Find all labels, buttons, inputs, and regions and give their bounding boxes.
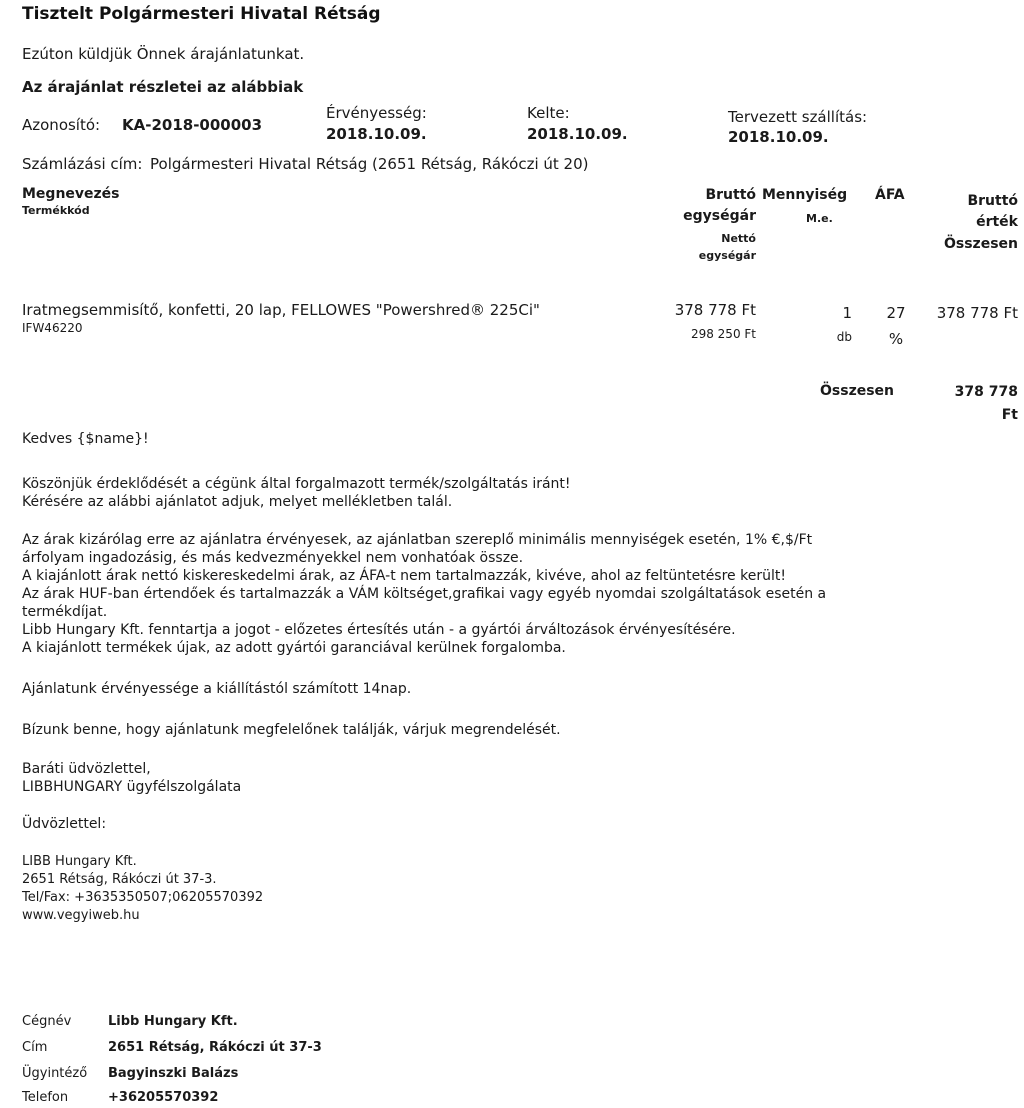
item-net-unit-price: 298 250 Ft <box>690 327 756 341</box>
message-line: A kiajánlott árak nettó kiskereskedelmi árak, az ÁFA-t nem tartalmazzák, kivéve, ahol az feltüntetésre került! <box>22 568 786 584</box>
delivery-label: Tervezett szállítás: <box>728 108 868 126</box>
validity-label: Érvényesség: <box>326 104 427 122</box>
footer-label-phone: Telefon <box>22 1090 69 1105</box>
message-line: termékdíjat. <box>22 604 108 620</box>
closing-line: Üdvözlettel: <box>22 816 107 832</box>
item-vat: 27 <box>886 304 906 322</box>
footer-label-contact: Ügyintéző <box>22 1066 88 1081</box>
footer-value-phone: +36205570392 <box>108 1090 219 1105</box>
billing-label: Számlázási cím: <box>22 155 143 173</box>
message-line: Libb Hungary Kft. fenntartja a jogot - előzetes értesítés után - a gyártói árváltozások érvényesítésére. <box>22 622 736 638</box>
company-website: www.vegyiweb.hu <box>22 908 140 923</box>
sum-label: Összesen <box>820 383 895 399</box>
message-line: árfolyam ingadozásig, és más kedvezményekkel nem vonhatóak össze. <box>22 550 524 566</box>
closing-note: Bízunk benne, hogy ajánlatunk megfelelőnek találják, várjuk megrendelését. <box>22 722 561 738</box>
validity-note: Ajánlatunk érvényessége a kiállítástól számított 14nap. <box>22 681 412 697</box>
date-label: Kelte: <box>527 104 570 122</box>
closing-line: LIBBHUNGARY ügyfélszolgálata <box>22 779 242 795</box>
col-header-quantity: Mennyiség <box>762 187 848 203</box>
company-line: Tel/Fax: +3635350507;06205570392 <box>22 890 264 905</box>
sum-value-currency: Ft <box>1001 407 1018 423</box>
details-heading: Az árajánlat részletei az alábbiak <box>22 78 304 96</box>
intro-text: Ezúton küldjük Önnek árajánlatunkat. <box>22 45 305 63</box>
item-quantity: 1 <box>842 304 852 322</box>
item-vat-unit: % <box>888 330 904 348</box>
company-line: LIBB Hungary Kft. <box>22 854 137 869</box>
item-unit: db <box>836 330 852 344</box>
message-line: Az árak kizárólag erre az ajánlatra érvényesek, az ajánlatban szereplő minimális mennyiségek esetén, 1% €,$/Ft <box>22 532 813 548</box>
company-line: 2651 Rétság, Rákóczi út 37-3. <box>22 872 217 887</box>
item-name: Iratmegsemmisítő, konfetti, 20 lap, FELLOWES "Powershred® 225Ci" <box>22 301 540 319</box>
message-line: A kiajánlott termékek újak, az adott gyártói garanciával kerülnek forgalomba. <box>22 640 566 656</box>
col-header-unit: M.e. <box>806 212 833 225</box>
item-gross-unit-price: 378 778 Ft <box>674 301 756 319</box>
footer-label-address: Cím <box>22 1040 48 1055</box>
message-line: Az árak HUF-ban értendőek és tartalmazzák a VÁM költséget,grafikai vagy egyéb nyomdai szolgáltatások esetén a <box>22 586 827 602</box>
item-code: IFW46220 <box>22 321 83 335</box>
col-header-name: Megnevezés <box>22 186 120 202</box>
id-label: Azonosító: <box>22 116 101 134</box>
message-line: Kérésére az alábbi ajánlatot adjuk, melyet mellékletben talál. <box>22 494 453 510</box>
delivery-value: 2018.10.09. <box>728 128 829 146</box>
greeting: Kedves {$name}! <box>22 431 149 447</box>
message-line: Köszönjük érdeklődését a cégünk által forgalmazott termék/szolgáltatás iránt! <box>22 476 571 492</box>
footer-label-company: Cégnév <box>22 1014 72 1029</box>
letter-title: Tisztelt Polgármesteri Hivatal Rétság <box>22 4 381 24</box>
col-header-total: Bruttó <box>967 193 1018 209</box>
validity-value: 2018.10.09. <box>326 125 427 143</box>
col-header-code: Termékkód <box>22 204 90 217</box>
sum-value: 378 778 <box>954 384 1018 400</box>
col-header-total-3: Összesen <box>943 236 1018 252</box>
date-value: 2018.10.09. <box>527 125 628 143</box>
closing-line: Baráti üdvözlettel, <box>22 761 151 777</box>
item-total: 378 778 Ft <box>936 304 1018 322</box>
col-header-net-unit: Nettó <box>721 232 756 245</box>
footer-value-contact: Bagyinszki Balázs <box>108 1066 239 1081</box>
footer-value-company: Libb Hungary Kft. <box>108 1014 238 1029</box>
id-value: KA-2018-000003 <box>122 116 263 134</box>
col-header-total-2: érték <box>976 214 1018 230</box>
col-header-gross-unit: Bruttó <box>705 187 756 203</box>
col-header-vat: ÁFA <box>875 187 905 203</box>
billing-value: Polgármesteri Hivatal Rétság (2651 Rétság, Rákóczi út 20) <box>150 155 589 173</box>
col-header-gross-unit-2: egységár <box>683 208 756 224</box>
col-header-net-unit-2: egységár <box>698 249 756 262</box>
footer-value-address: 2651 Rétság, Rákóczi út 37-3 <box>108 1040 322 1055</box>
